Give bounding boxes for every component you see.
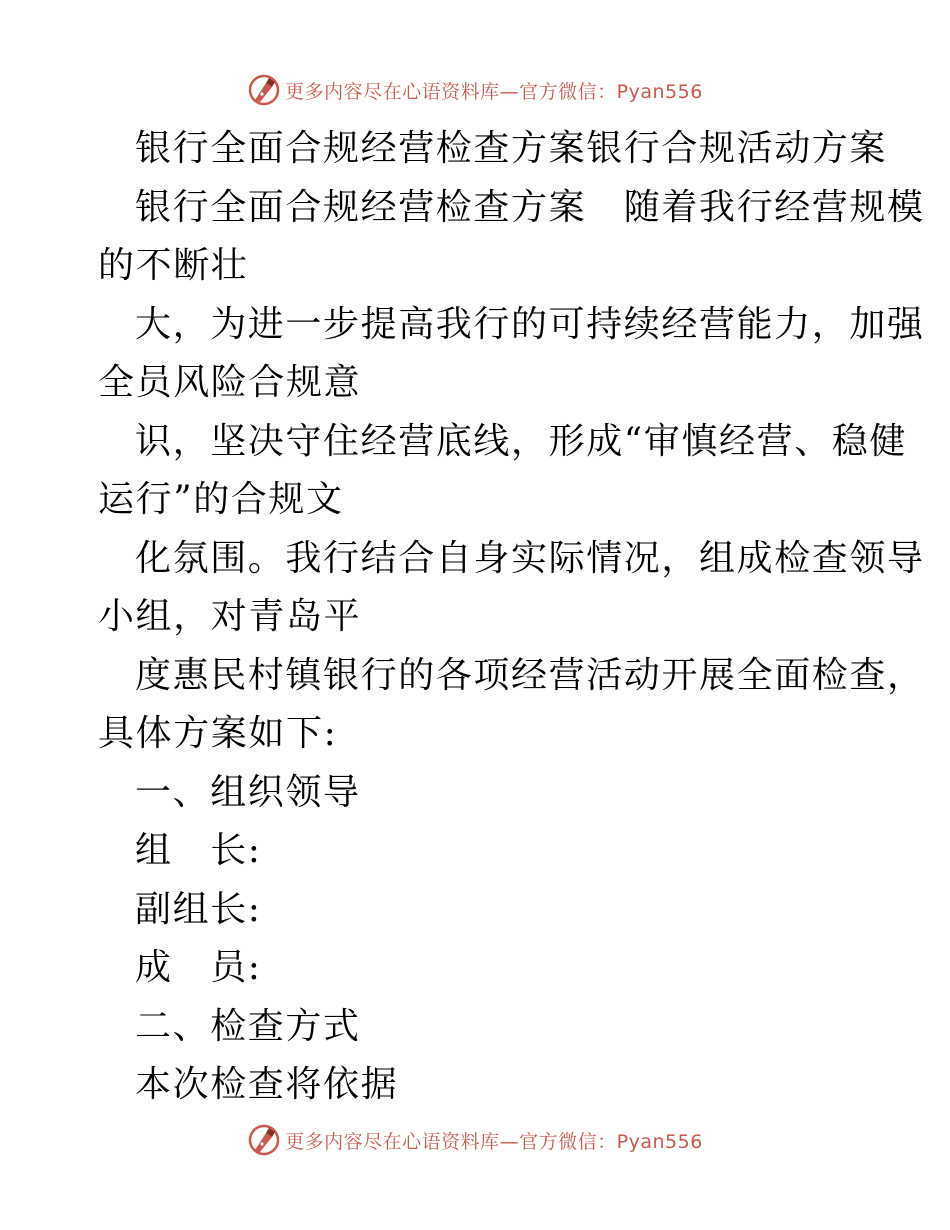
section-heading: 一、组织领导 [135, 771, 361, 813]
paragraph-line: 识，坚决守住经营底线，形成“审慎经营、稳健 [135, 420, 908, 462]
paragraph-line: 本次检查将依据 [135, 1064, 399, 1105]
paragraph-line: 度惠民村镇银行的各项经营活动开展全面检查， [135, 654, 925, 696]
footer-banner [0, 1120, 950, 1160]
header-banner-text: 更多内容尽在心语资料库—官方微信：Pyan556 [285, 80, 703, 103]
pen-nib-logo-icon [247, 1123, 281, 1157]
field-label: 成 员: [135, 947, 262, 988]
document-body [98, 120, 925, 1115]
paragraph-line: 小组，对青岛平 [98, 596, 362, 637]
header-banner [0, 70, 950, 110]
paragraph-line: 大，为进一步提高我行的可持续经营能力，加强 [135, 303, 925, 345]
section-heading: 二、检查方式 [135, 1005, 361, 1047]
paragraph-line: 运行”的合规文 [98, 479, 344, 520]
paragraph-line: 的不断壮 [98, 245, 249, 286]
paragraph-line: 银行全面合规经营检查方案 随着我行经营规模 [135, 186, 925, 228]
field-label: 组 长: [135, 830, 262, 871]
pen-nib-logo-icon [247, 73, 281, 107]
paragraph-line: 具体方案如下: [98, 713, 338, 754]
footer-banner-text: 更多内容尽在心语资料库—官方微信：Pyan556 [285, 1130, 703, 1153]
paragraph-line: 全员风险合规意 [98, 362, 362, 403]
field-label: 副组长: [135, 888, 262, 930]
document-title: 银行全面合规经营检查方案银行合规活动方案 [135, 128, 888, 169]
paragraph-line: 化氛围。我行结合自身实际情况，组成检查领导 [135, 537, 925, 579]
